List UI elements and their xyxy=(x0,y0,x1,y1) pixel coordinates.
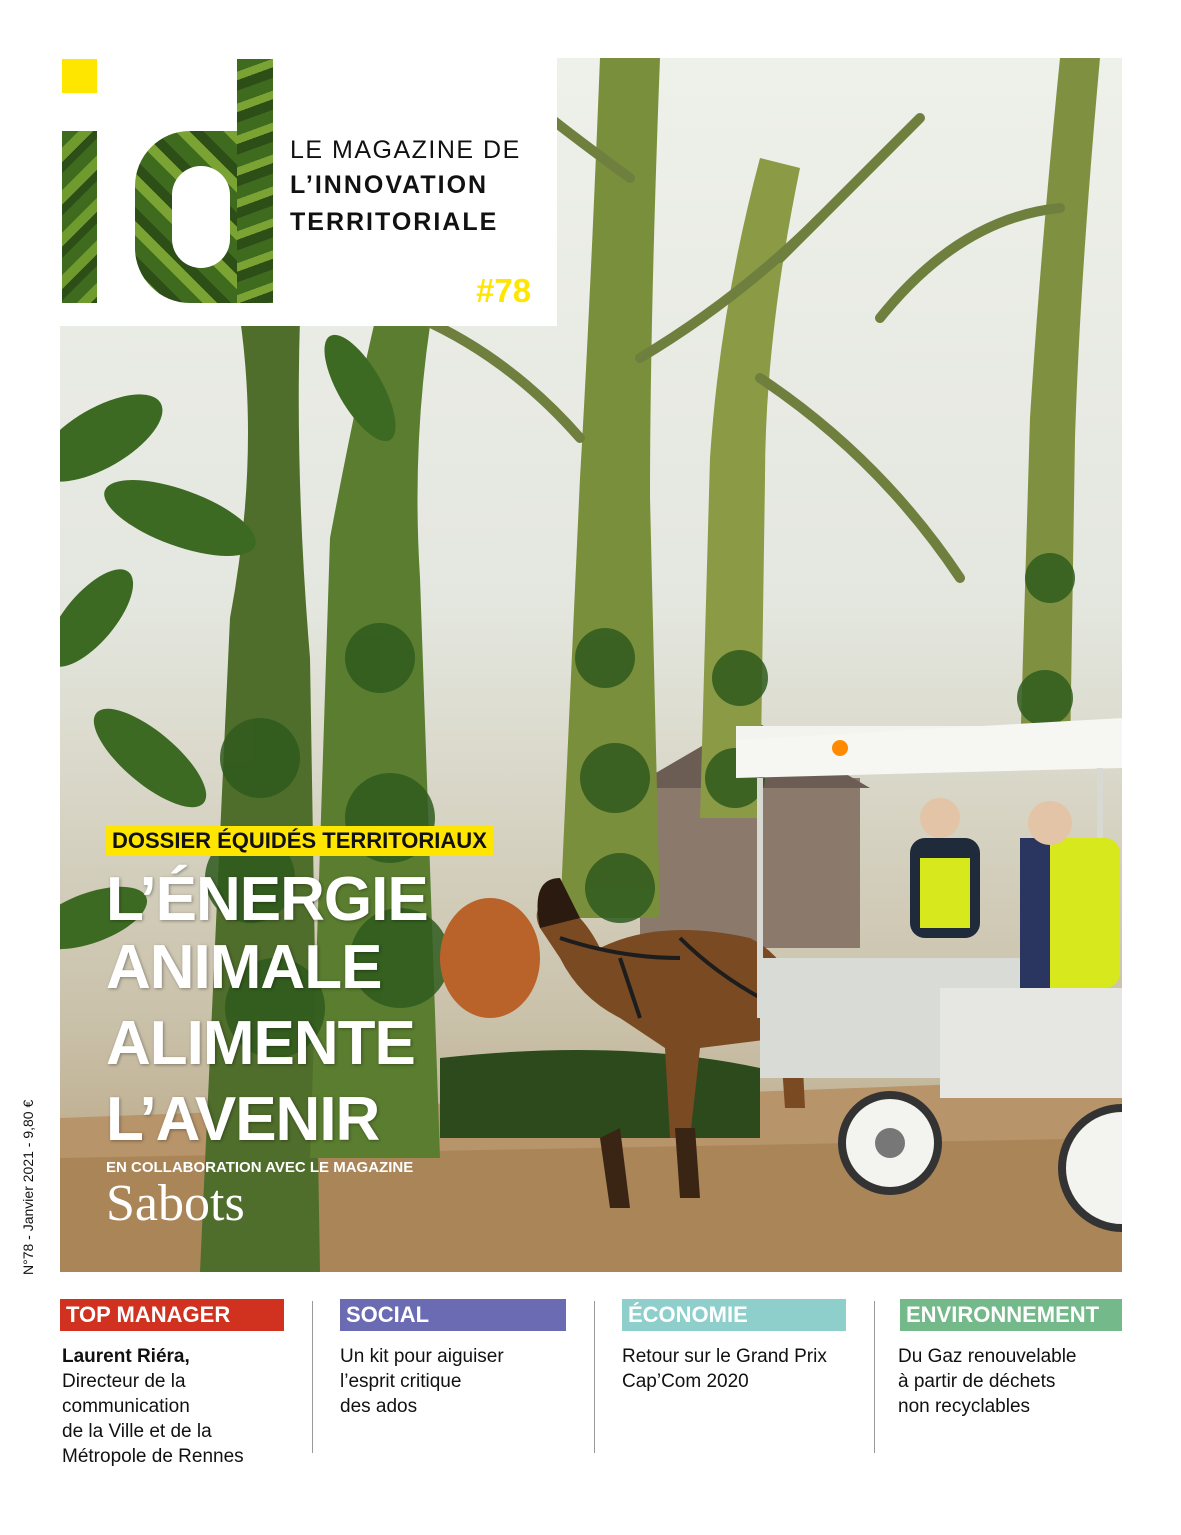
rubric-environnement-line: à partir de déchets xyxy=(898,1371,1056,1392)
logo-i-dot xyxy=(62,59,97,93)
rubric-environnement-line: Du Gaz renouvelable xyxy=(898,1346,1077,1367)
issue-number: #78 xyxy=(476,272,532,309)
rubric-social-line: l’esprit critique xyxy=(340,1371,462,1392)
rubric-environnement-line: non recyclables xyxy=(898,1396,1031,1417)
rubric-top-manager-label: TOP MANAGER xyxy=(60,1299,284,1331)
rubric-top-manager-line: Directeur de la xyxy=(62,1371,186,1392)
headline-line-4: L’AVENIR xyxy=(106,1085,380,1154)
rubric-top-manager-line: Métropole de Rennes xyxy=(62,1446,244,1467)
partner-magazine-name: Sabots xyxy=(106,1175,245,1232)
collaboration-note: EN COLLABORATION AVEC LE MAGAZINE xyxy=(106,1159,414,1176)
issue-date-price: N°78 - Janvier 2021 - 9,80 € xyxy=(20,1099,36,1275)
rubric-top-manager-text xyxy=(62,1344,292,1469)
rubric-top-manager-name: Laurent Riéra, xyxy=(62,1346,190,1367)
rubric-economie-label: ÉCONOMIE xyxy=(622,1299,846,1331)
rubric-social-line: des ados xyxy=(340,1396,418,1417)
logo-d-stem xyxy=(237,59,273,303)
logo-d-counter xyxy=(172,166,230,268)
rubric-economie-line: Retour sur le Grand Prix xyxy=(622,1346,827,1367)
rubric-divider xyxy=(874,1301,875,1453)
masthead-tagline-line1: LE MAGAZINE DE xyxy=(290,136,521,164)
rubric-economie-text xyxy=(622,1344,862,1394)
rubric-economie-line: Cap’Com 2020 xyxy=(622,1371,749,1392)
headline-line-1: L’ÉNERGIE xyxy=(106,865,428,934)
dossier-kicker: DOSSIER ÉQUIDÉS TERRITORIAUX xyxy=(106,826,493,856)
rubric-social-line: Un kit pour aiguiser xyxy=(340,1346,504,1367)
logo-i-stem xyxy=(62,131,97,303)
rubric-social-label: SOCIAL xyxy=(340,1299,566,1331)
headline-line-2: ANIMALE xyxy=(106,933,382,1002)
rubric-divider xyxy=(312,1301,313,1453)
rubric-environnement-label: ENVIRONNEMENT xyxy=(900,1299,1122,1331)
rubric-top-manager-line: de la Ville et de la xyxy=(62,1421,212,1442)
rubric-environnement-text xyxy=(898,1344,1128,1419)
headline-line-3: ALIMENTE xyxy=(106,1009,415,1078)
masthead-tagline-line2: L’INNOVATION xyxy=(290,171,489,199)
rubric-top-manager-line: communication xyxy=(62,1396,190,1417)
rubric-divider xyxy=(594,1301,595,1453)
masthead-tagline-line3: TERRITORIALE xyxy=(290,208,499,236)
rubric-social-text xyxy=(340,1344,580,1419)
